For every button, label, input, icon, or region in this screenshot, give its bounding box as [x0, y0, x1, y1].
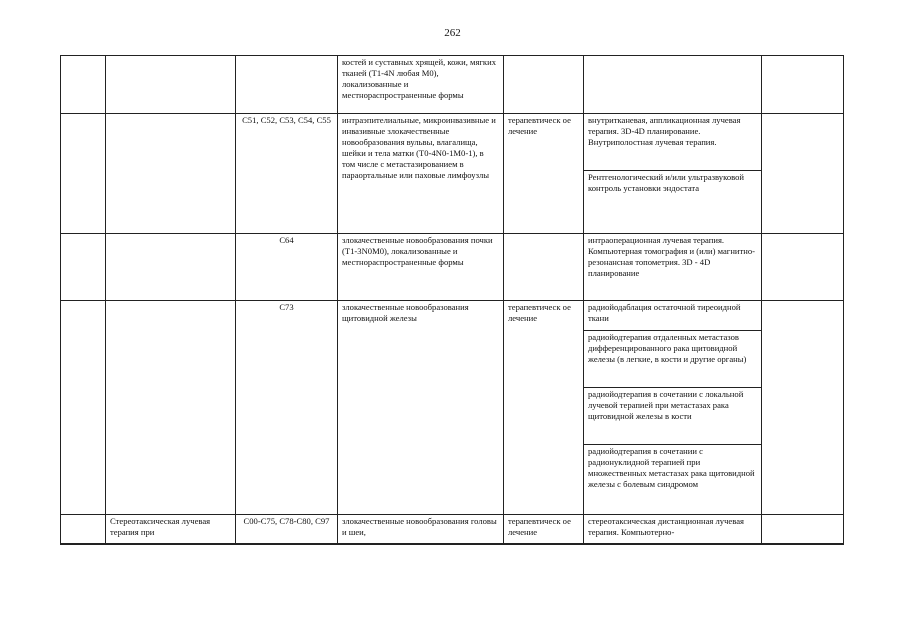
cell-number [61, 114, 106, 234]
cell-number [61, 56, 106, 114]
cell-name [106, 234, 236, 301]
table-row [61, 234, 844, 301]
cell-codes: C00-C75, C78-C80, C97 [236, 515, 338, 544]
cell-codes: C51, C52, C53, C54, C55 [236, 114, 338, 234]
cell-disease: злокачественные новообразования головы и шеи, [338, 515, 504, 544]
table-row [61, 56, 844, 114]
cell-cost [762, 234, 844, 301]
cell-number [61, 234, 106, 301]
table-row [61, 515, 844, 544]
cell-codes: C64 [236, 234, 338, 301]
cell-cost [762, 56, 844, 114]
cell-method: стереотаксическая дистанционная лучевая терапия. Компьютерно- [584, 515, 762, 544]
cell-treatment [504, 234, 584, 301]
cell-name [106, 301, 236, 515]
cell-method: Рентгенологический и/или ультразвуковой контроль установки эндостата [584, 171, 762, 234]
cell-method: радиойодаблация остаточной тиреоидной ткани [584, 301, 762, 331]
cell-cost [762, 114, 844, 234]
cell-cost [762, 515, 844, 544]
cell-treatment [504, 56, 584, 114]
cell-cost [762, 301, 844, 515]
table-row [61, 301, 844, 331]
cell-codes: C73 [236, 301, 338, 515]
table-row [61, 114, 844, 171]
cell-disease: интраэпителиальные, микроинвазивные и инвазивные злокачественные новообразования вульвы, влагалища, шейки и тела матки (T0-4N0-1M0-1), в том числе с метастазированием в параортальные или паховые лимфоузлы [338, 114, 504, 234]
cell-method: радиойодтерапия в сочетании с локальной лучевой терапией при метастазах рака щитовидной железы в кости [584, 388, 762, 445]
cell-method: внутритканевая, аппликационная лучевая терапия. 3D-4D планирование. Внутриполостная лучевая терапия. [584, 114, 762, 171]
cell-method: радиойодтерапия в сочетании с радионуклидной терапией при множественных метастазах рака щитовидной железы с болевым синдромом [584, 445, 762, 515]
cell-disease: злокачественные новообразования почки (T1-3N0M0), локализованные и местнораспространенные формы [338, 234, 504, 301]
cell-treatment: терапевтическ ое лечение [504, 114, 584, 234]
cell-method: интраоперационная лучевая терапия. Компьютерная томография и (или) магнитно-резонансная топометрия. 3D - 4D планирование [584, 234, 762, 301]
cell-method: радиойодтерапия отдаленных метастазов дифференцированного рака щитовидной железы (в легкие, в кости и другие органы) [584, 331, 762, 388]
cell-disease: злокачественные новообразования щитовидной железы [338, 301, 504, 515]
treatment-table [60, 55, 844, 545]
cell-number [61, 301, 106, 515]
cell-name [106, 114, 236, 234]
cell-codes [236, 56, 338, 114]
cell-name [106, 56, 236, 114]
page-number: 262 [444, 27, 461, 39]
cell-method [584, 56, 762, 114]
cell-name: Стереотаксическая лучевая терапия при [106, 515, 236, 544]
cell-treatment: терапевтическ ое лечение [504, 301, 584, 515]
cell-number [61, 515, 106, 544]
cell-treatment: терапевтическ ое лечение [504, 515, 584, 544]
cell-disease: костей и суставных хрящей, кожи, мягких тканей (T1-4N любая M0), локализованные и местнораспространенные формы [338, 56, 504, 114]
